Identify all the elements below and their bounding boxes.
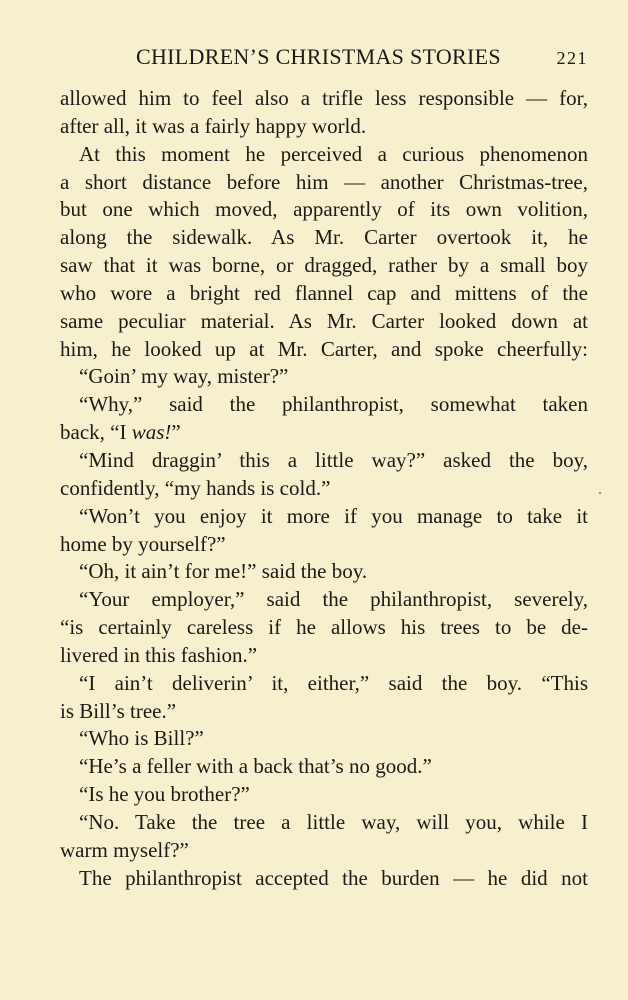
running-header <box>60 44 588 76</box>
text-line: “He’s a feller with a back that’s no good.” <box>79 754 432 779</box>
text-line: “Mind draggin’ this a little way?” asked the boy, <box>79 447 588 472</box>
text-line: “Your employer,” said the philanthropist, severely, <box>79 587 588 612</box>
text-line: “Why,” said the philanthropist, somewhat taken <box>79 392 588 417</box>
page-number: 221 <box>556 48 588 68</box>
text-line <box>60 419 588 447</box>
body-text <box>60 85 588 892</box>
text-line: confidently, “my hands is cold.” <box>60 475 331 500</box>
text-line: “Goin’ my way, mister?” <box>79 364 289 389</box>
text-line: a short distance before him — another Christmas-tree, <box>60 169 588 194</box>
text-line: The philanthropist accepted the burden — he did not <box>79 865 588 890</box>
text-line: him, he looked up at Mr. Carter, and spoke cheerfully: <box>60 336 588 361</box>
margin-speck <box>599 492 601 494</box>
text-line: along the sidewalk. As Mr. Carter overtook it, he <box>60 225 588 250</box>
text-line: “is certainly careless if he allows his trees to be de- <box>60 615 588 640</box>
text-line: but one which moved, apparently of its own volition, <box>60 197 588 222</box>
text-run: ” <box>171 420 181 445</box>
text-run: back, “I <box>60 420 132 445</box>
text-line: At this moment he perceived a curious phenomenon <box>79 141 588 166</box>
italic-text: was! <box>131 420 172 445</box>
text-line: “No. Take the tree a little way, will you, while I <box>79 809 588 834</box>
text-line: “Oh, it ain’t for me!” said the boy. <box>79 559 368 584</box>
text-line: livered in this fashion.” <box>60 642 258 667</box>
text-line: “Is he you brother?” <box>79 782 250 807</box>
text-line: “I ain’t deliverin’ it, either,” said the boy. “This <box>79 670 588 695</box>
text-line: “Who is Bill?” <box>79 726 204 751</box>
running-title: CHILDREN’S CHRISTMAS STORIES <box>136 44 501 69</box>
text-line: allowed him to feel also a trifle less responsible — for, <box>60 86 588 110</box>
text-line: “Won’t you enjoy it more if you manage to take it <box>79 503 588 528</box>
text-line: who wore a bright red flannel cap and mittens of the <box>60 280 588 305</box>
text-line: home by yourself?” <box>60 531 226 556</box>
text-line: saw that it was borne, or dragged, rather by a small boy <box>60 253 588 278</box>
text-line: warm myself?” <box>60 837 189 862</box>
text-line: after all, it was a fairly happy world. <box>60 113 367 138</box>
text-line: same peculiar material. As Mr. Carter looked down at <box>60 308 588 333</box>
text-line: is Bill’s tree.” <box>60 698 177 723</box>
